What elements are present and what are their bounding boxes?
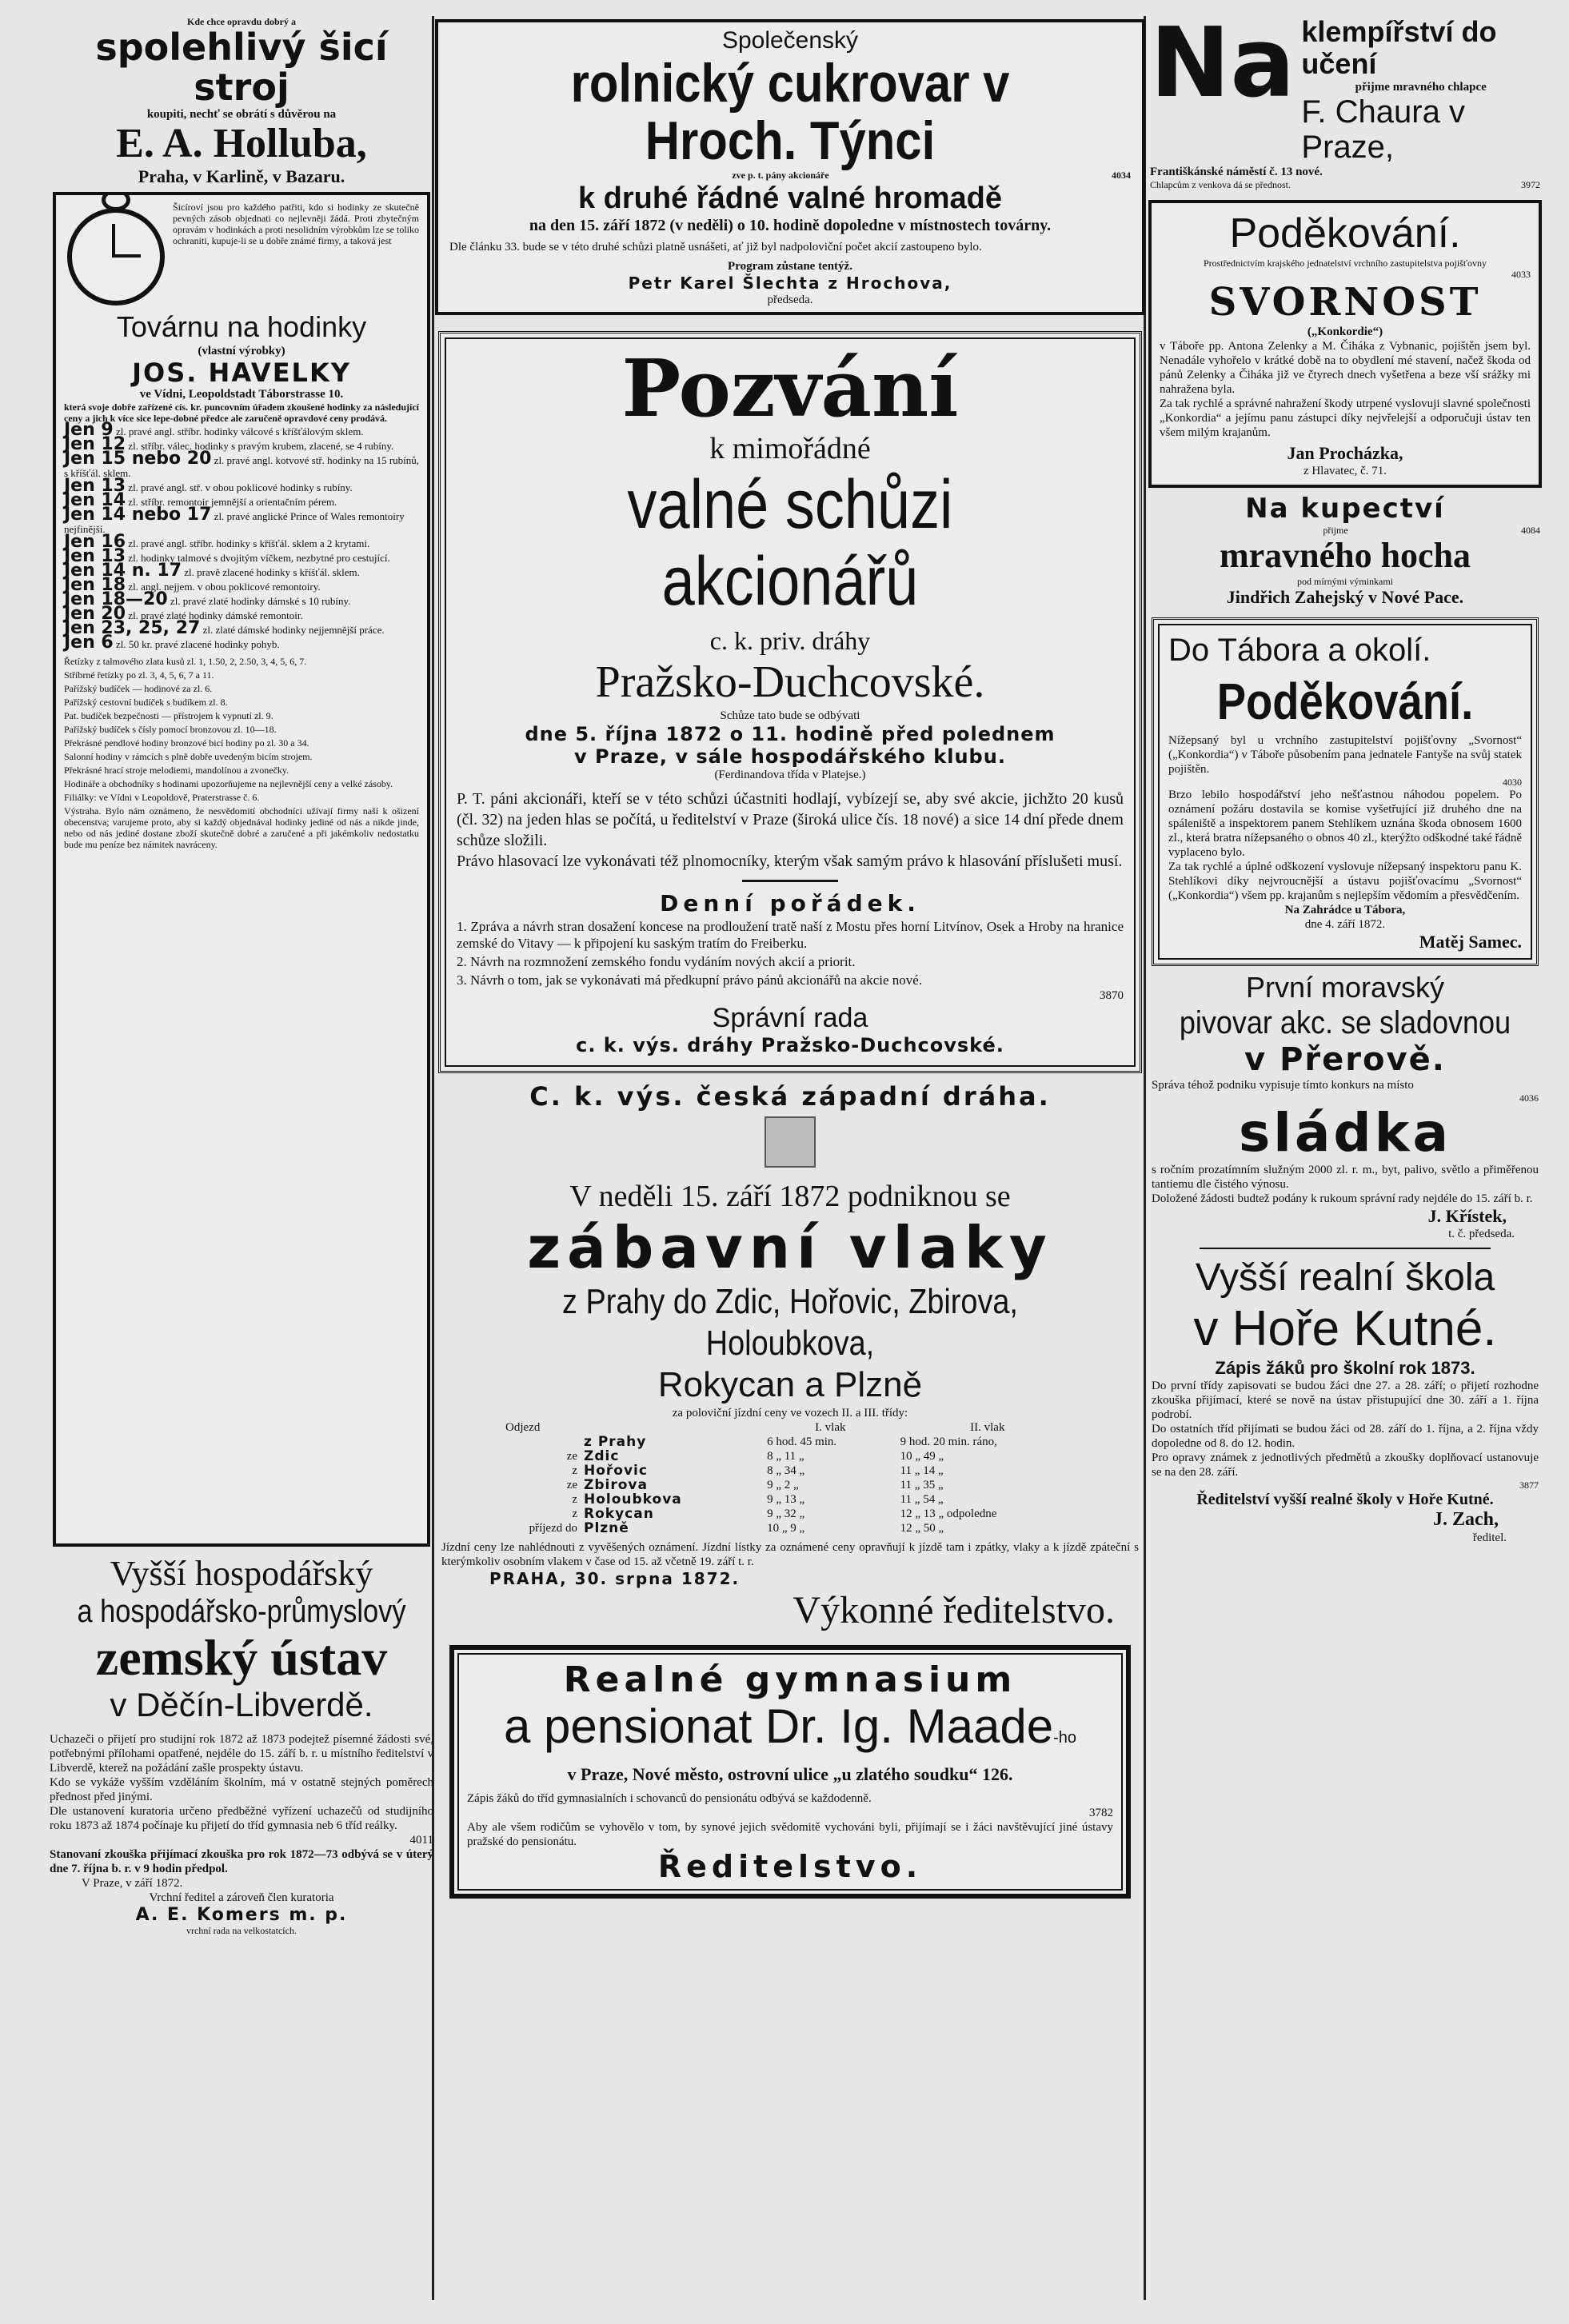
ad-route2: Rokycan a Plzně — [657, 1365, 923, 1404]
ad-place: Praha, v Karlině, v Bazaru. — [138, 166, 345, 186]
price-label: Jen 18—20 — [64, 589, 168, 609]
timetable-time: 11 „ 14 „ — [900, 1464, 944, 1477]
goods-item: Hodináře a obchodníky s hodinami upozorňujeme na nejlevnější ceny a velké zásoby. — [64, 778, 393, 789]
price-text: zl. hodinky talmové s dvojitým víčkem, nezbytné pro cestující. — [128, 552, 390, 564]
price-label: Jen 14 nebo 17 — [64, 505, 212, 525]
ad-note: Schůze tato bude se odbývati — [720, 709, 860, 722]
ad-addr: ve Vídni, Leopoldstadt Táborstrasse 10. — [139, 388, 344, 401]
timetable — [502, 1420, 1078, 1535]
ad-name: a pensionat Dr. Ig. Maade — [503, 1699, 1054, 1753]
timetable-time: 9 „ 2 „ — [767, 1479, 799, 1491]
timetable-time: 12 „ 13 „ odpoledne — [900, 1507, 997, 1520]
ad-name: JOS. HAVELKY — [132, 357, 351, 388]
ad-kupectvi — [1145, 493, 1545, 608]
ad-body: v Táboře pp. Antona Zelenky a M. Čiháka z Vybnanic, pojištěn jsem byl. Nenadále vyhořelo v krátké době na to obydlení mé stavení, načež škoda od pánů Zelenky a Čiháka již ve čtyrech dnech vyšetřena a beze vší srážky mi nahražena byla. — [1160, 340, 1531, 396]
ad-body: s ročním prozatímním služným 2000 zl. r. m., byt, palivo, světlo a přiměřenou tantiemu dle čistého výnosu. — [1152, 1164, 1539, 1191]
goods-item: Pat. budíček bezpečnosti — přístrojem k vypnutí zl. 9. — [64, 710, 273, 721]
price-text: zl. stříbr. remontoir jemnější a orientačním pérem. — [128, 496, 337, 508]
price-label: Jen 13 — [64, 546, 126, 566]
ad-num: 3972 — [1521, 179, 1540, 190]
ad-num: 4033 — [1511, 269, 1531, 280]
ad-body: Kdo se vykáže vyšším vzděláním školním, má v ostatně stejných poměrech přednost před jinými. — [50, 1776, 433, 1803]
ad-rail: C. k. výs. česká západní dráha. — [529, 1081, 1051, 1112]
ad-title: Poděkování. — [1216, 673, 1474, 730]
ad-h3: zemský ústav — [95, 1629, 388, 1686]
ad-kicker: Na kupectví — [1245, 493, 1445, 525]
ad-sig-post: vrchní rada na velkostatcích. — [186, 1925, 297, 1936]
ad-signature: Výkonné ředitelstvo. — [792, 1589, 1115, 1631]
ad-body: Stanovaní zkouška přijímací zkouška pro rok 1872—73 odbývá se v úterý dne 7. října b. r. v 9 hodin předpol. — [50, 1848, 433, 1875]
price-label: Jen 14 n. 17 — [64, 561, 182, 581]
ad-headline: spolehlivý šicí stroj — [95, 26, 388, 109]
ad-body: Pro opravy známek z jednotlivých předmětů a zkoušky doplňovací ustanovuje se na den 28. září. — [1152, 1452, 1539, 1479]
timetable-time: 9 „ 32 „ — [767, 1507, 805, 1520]
ad-sub: přijme mravného chlapce — [1355, 81, 1487, 94]
price-row — [64, 633, 419, 653]
ad-body: Nížepsaný byl u vrchního zastupitelství pojišťovny „Svornost“ („Konkordia“) v Táboře působením pana jednatele Fantyše na svůj statek pojištěn. — [1168, 734, 1522, 776]
goods-item: Překrásné pendlové hodiny bronzové bicí hodiny po zl. 30 a 34. — [64, 737, 309, 749]
ad-brand: SVORNOST — [1208, 280, 1482, 325]
ad-title: Pozvání — [621, 343, 959, 435]
ad-date: na den 15. září 1872 (v neděli) o 10. hodině dopoledne v místnostech továrny. — [529, 217, 1052, 234]
ad-date: dne 4. září 1872. — [1304, 918, 1386, 931]
ad-title: sládka — [1238, 1102, 1452, 1164]
ad-p2: Právo hlasovací lze vykonávati též plnomocníky, kterým však samým právo k hlasování příslušeti musí. — [457, 853, 1123, 870]
ad-place: z Hlavatec, č. 71. — [1303, 465, 1387, 477]
ad-date: V Praze, v září 1872. — [82, 1877, 183, 1890]
ad-fare: za poloviční jízdní ceny ve vozech II. a III. třídy: — [672, 1407, 908, 1420]
ad-podekovani-1 — [1148, 200, 1542, 488]
price-text: zl. pravé anglické Prince of Wales remontoiry nejfinější. — [64, 510, 405, 535]
ad-role: předseda. — [767, 293, 813, 306]
ad-body: Doložené žádosti budtež podány k rukoum správní rady nejdéle do 15. září b. r. — [1152, 1192, 1533, 1205]
ad-body: Za tak rychlé a správné nahražení škody utrpené vyslovuji slavné společnosti „Konkordia“ a jejímu panu zástupci díky nejvřelejší a odporučuji ústav ten všem milým krajanům. — [1160, 397, 1531, 439]
ad-suffix: -ho — [1053, 1729, 1076, 1747]
ad-date: PRAHA, 30. srpna 1872. — [489, 1569, 741, 1588]
ad-title: Realné gymnasium — [563, 1659, 1017, 1700]
price-text: zl. pravé angl. stříbr. hodinky s kříšťál. sklem a 2 krytami. — [128, 537, 370, 549]
timetable-prep — [502, 1435, 581, 1449]
ad-headline: klempířství do učení — [1301, 16, 1497, 80]
timetable-stop: Zdic — [584, 1448, 620, 1464]
price-text: zl. angl. nejjem. v obou poklicové remontoiry. — [128, 581, 321, 593]
price-text: zl. pravé zlaté hodinky dámské s 10 rubíny. — [170, 595, 351, 607]
timetable-time: 11 „ 54 „ — [900, 1493, 944, 1506]
timetable-time: 6 hod. 45 min. — [767, 1436, 837, 1448]
ad-headline: rolnický cukrovar v Hroch. Týnci — [570, 53, 1010, 171]
ad-h1: Vyšší hospodářský — [110, 1554, 373, 1593]
price-label: Jen 14 — [64, 490, 126, 510]
timetable-stop: Zbirova — [584, 1477, 648, 1493]
ad-holluba — [50, 16, 433, 187]
goods-item: Pařížský budíček s čísly pomocí bronzovou zl. 10—18. — [64, 724, 277, 735]
timetable-prep: příjezd do — [529, 1522, 577, 1535]
ad-desc: která svoje dobře zařízené cís. kr. puncovním úřadem zkoušené hodinky za následující ceny a jich k více sice lepe-dobné předce ale zaručeně opravdové ceny prodává. — [64, 401, 419, 424]
ad-num: 4084 — [1520, 525, 1540, 536]
ad-signature: Matěj Samec. — [1419, 932, 1522, 952]
ad-kicker: Do Tábora a okolí. — [1168, 633, 1431, 668]
ad-route1: z Prahy do Zdic, Hořovic, Zbirova, Holoubkova, — [562, 1282, 1018, 1363]
ad-libverda — [50, 1555, 433, 1936]
ad-role: ředitel. — [1472, 1531, 1507, 1544]
timetable-row — [502, 1449, 1078, 1463]
ad-pivovar — [1145, 971, 1545, 1249]
ad-sub: valné schůzi akcionářů — [627, 466, 953, 620]
ad-sig1: Správní rada — [712, 1003, 868, 1033]
ad-h1: Vyšší realní škola — [1195, 1256, 1495, 1299]
ad-addr: Františkánské náměstí č. 13 nové. — [1150, 166, 1323, 178]
ad-body: Dle ustanovení kuratoria určeno předběžné vyřízení uchazečů od studijního roku 1873 až 1874 počínaje ku přijetí do tříd gymnasia neb 6 tříd reálky. — [50, 1805, 433, 1832]
price-text: zl. pravé angl. stříbr. hodinky válcové s kříšťálovým sklem. — [116, 425, 364, 437]
ad-sub: Prostřednictvím krajského jednatelství vrchního zastupitelstva pojišťovny — [1203, 258, 1487, 269]
ad-body: Za tak rychlé a úplné odškození vyslovuje nížepsaný inspektoru panu K. Stehlíkovi díky nejvroucnější a ústavu pojišťovacímu „Svornost“ („Konkordia“) všem pp. krajanům s nejlepším vědomím a přesvědčením. — [1168, 861, 1522, 902]
price-text: zl. stříbr. válec. hodinky s pravým krubem, zlacené, se 4 rubíny. — [128, 440, 394, 452]
ad-signature: Jan Procházka, — [1287, 443, 1403, 463]
timetable-row — [502, 1435, 1078, 1449]
timetable-time: 9 „ 13 „ — [767, 1493, 805, 1506]
ad-sub: koupiti, nechť se obrátí s důvěrou na — [146, 108, 337, 121]
ad-sub: zve p. t. pány akcionáře — [732, 170, 829, 181]
ad-h2: v Hoře Kutné. — [1193, 1301, 1497, 1356]
timetable-prep: ze — [566, 1450, 577, 1463]
ad-sig2: c. k. výs. dráhy Pražsko-Duchcovské. — [576, 1034, 1004, 1056]
ad-title: k druhé řádné valné hromadě — [577, 182, 1003, 215]
ad-signature: A. E. Komers m. p. — [135, 1905, 348, 1925]
column-right — [1145, 16, 1545, 2300]
price-text: zl. pravé zlaté hodinky dámské remontoir. — [128, 609, 303, 621]
timetable-stop: Hořovic — [584, 1463, 648, 1479]
ad-havelka — [53, 192, 430, 1547]
agenda-list — [457, 918, 1124, 988]
ad-k: k mimořádné — [709, 432, 871, 465]
ad-name: Jindřich Zahejský v Nové Pace. — [1226, 587, 1464, 607]
ad-sig-pre: Vrchní ředitel a zároveň člen kuratoria — [149, 1891, 334, 1904]
ad-ck: c. k. priv. dráhy — [709, 626, 871, 655]
ad-note: Program zůstane tentýž. — [728, 260, 852, 273]
price-label: Jen 13 — [64, 476, 126, 496]
timetable-header: I. vlak — [815, 1421, 846, 1434]
ad-addr: (Ferdinandova třída v Platejse.) — [714, 769, 866, 781]
ad-text: Aby ale všem rodičům se vyhovělo v tom, by synové jejich svědomitě vychováni byli, přijímají se i žáci navštěvující jiné ústavy pražské do pensionátu. — [467, 1821, 1113, 1848]
ad-vlaky — [430, 1081, 1150, 1632]
price-row — [64, 618, 419, 638]
timetable-time: 10 „ 9 „ — [767, 1522, 805, 1535]
ad-num: 3870 — [1100, 989, 1124, 1002]
ad-sub: Správa téhož podniku vypisuje tímto konkurs na místo — [1152, 1079, 1414, 1092]
price-text: zl. pravě zlacené hodinky s kříšťál. sklem. — [184, 566, 360, 578]
ad-kicker: Společenský — [721, 27, 859, 54]
ad-note: pod mírnými výminkami — [1297, 576, 1393, 587]
price-list — [64, 420, 420, 653]
ad-text: Dle článku 33. bude se v této druhé schůzi platně usnášeti, ať již byl nadpoloviční počet akcií zastoupeno bylo. — [449, 241, 982, 254]
ad-signature: J. Zach, — [1432, 1509, 1499, 1530]
timetable-header: Odjezd — [505, 1421, 541, 1434]
ad-body: Brzo lebilo hospodářství jeho nešťastnou náhodou popelem. Po oznámení požáru dostavila se komise vyšetřující již druhého dne na spáleniště a inspektorem panem Stehlíkem uznána škoda obnosem 1600 zl., která bratra nížepsaného o obnos 40 zl., kterýžto odškodné také řádně vyplaceno bylo. — [1168, 789, 1522, 859]
timetable-time: 8 „ 11 „ — [767, 1450, 804, 1463]
ad-intro: Šicíroví jsou pro každého patřiti, kdo si hodinky ze skutečně pevných zásob objednati co nejlevněji žádá. Proti zbytečným opravám v hodinkách a proti nesolidním výrobkům lze se toliko ochraniti, kupuje-li se u dobře známé firmy, a taková jest — [173, 202, 419, 246]
price-label: Jen 15 nebo 20 — [64, 449, 212, 469]
price-label: Jen 20 — [64, 604, 126, 624]
price-label: Jen 16 — [64, 532, 126, 552]
timetable-prep: z — [572, 1464, 577, 1477]
ad-note: Chlapcům z venkova dá se přednost. — [1150, 179, 1291, 190]
ad-signature: J. Křístek, — [1427, 1206, 1507, 1226]
ad-klempir — [1145, 16, 1545, 190]
timetable-prep: z — [572, 1507, 577, 1520]
price-text: zl. 50 kr. pravé zlacené hodinky pohyb. — [116, 638, 280, 650]
agenda-item: 1. Zpráva a návrh stran dosažení koncese na prodloužení tratě naší z Mostu přes horní Litvínov, Osek a Hroby na hranice zemské do Vitavy — k připojení ku saským tratím do Freiberku. — [457, 919, 1124, 951]
ad-title: Továrnu na hodinky — [116, 310, 367, 343]
ad-program: Denní pořádek. — [660, 890, 920, 916]
ad-where: v Praze, v sále hospodářského klubu. — [574, 745, 1006, 768]
goods-item: Pařížský cestovní budíček s budíkem zl. 8. — [64, 697, 228, 708]
timetable-time: 11 „ 35 „ — [900, 1479, 944, 1491]
ad-num: 3877 — [1519, 1479, 1539, 1491]
price-label: Jen 12 — [64, 434, 126, 454]
ad-own: (vlastní výrobky) — [198, 345, 285, 357]
ad-p1: P. T. páni akcionáři, kteří se v této schůzi účastniti hodlají, vybízejí se, aby své akcie, jichžto 20 kusů (čl. 32) na jeden hlas se počítá, u ředitelství v Praze (široká ulice čís. 18 nové) a sice 14 dní přede dnem schůze složili. — [457, 790, 1124, 849]
ad-intro: V neděli 15. září 1872 podniknou se — [569, 1180, 1011, 1213]
ad-h2: pivovar akc. se sladovnou — [1179, 1005, 1511, 1040]
ad-pozvani — [438, 331, 1142, 1073]
railway-emblem-icon — [765, 1116, 816, 1168]
timetable-time: 10 „ 49 „ — [900, 1450, 944, 1463]
ad-signature: Petr Karel Šlechta z Hrochova, — [628, 274, 952, 293]
column-center — [430, 16, 1150, 2300]
ad-place: Na Zahrádce u Tábora, — [1284, 904, 1406, 916]
goods-item: Překrásné hrací stroje melodiemi, mandolínou a zvonečky. — [64, 765, 289, 776]
ad-when: dne 5. října 1872 o 11. hodině před polednem — [525, 723, 1056, 745]
price-text: zl. zlaté dámské hodinky nejjemnější práce. — [202, 624, 385, 636]
timetable-stop: Plzně — [584, 1520, 629, 1536]
ad-body: Do ostatních tříd přijímati se budou žáci od 28. září do 1. října, a 2. října vždy dopoledne od 8. do 12. hodin. — [1152, 1423, 1539, 1450]
timetable-stop: Holoubkova — [584, 1491, 682, 1507]
price-text: zl. pravé angl. stř. v obou poklicové hodinky s rubíny. — [128, 481, 353, 493]
column-left — [50, 16, 433, 2300]
ad-h4: v Děčín-Libverdě. — [110, 1686, 373, 1723]
timetable-row — [502, 1521, 1078, 1535]
price-label: Jen 6 — [64, 633, 114, 653]
ad-maade — [449, 1645, 1131, 1899]
ad-num: 4011 — [409, 1834, 433, 1847]
timetable-prep: z — [572, 1493, 577, 1506]
timetable-row — [502, 1507, 1078, 1521]
goods-item: Filiálky: ve Vídni v Leopoldově, Praterstrasse č. 6. — [64, 792, 260, 803]
ad-num: 4030 — [1503, 777, 1522, 788]
ad-text: Zápis žáků do tříd gymnasialních i schovanců do pensionátu odbývá se každodenně. — [467, 1792, 872, 1805]
ad-num: 4036 — [1519, 1092, 1539, 1104]
ad-num: 3782 — [1089, 1807, 1113, 1819]
ad-name: Pražsko-Duchcovské. — [595, 657, 985, 707]
goods-list — [64, 656, 419, 850]
goods-item: Výstraha. Bylo nám oznámeno, že nesvědomití obchodníci užívají firmy naší k ošizení obecenstva; varujeme proto, aby si každý objednával hodinky jediné od nás a nikde jinde, nebo od nás jediné dostane zboží skutečně dobré a zaručené a při jakémkoliv nedostatku bude mu peníze bez námitek navráceny. — [64, 805, 419, 850]
price-label: Jen 23, 25, 27 — [64, 618, 201, 638]
timetable-time: 8 „ 34 „ — [767, 1464, 805, 1477]
timetable-row — [502, 1478, 1078, 1492]
timetable-stop: Rokycan — [584, 1506, 654, 1522]
ad-name: F. Chaura v Praze, — [1301, 94, 1465, 165]
ad-addr: v Praze, Nové město, ostrovní ulice „u zlatého soudku“ 126. — [567, 1764, 1013, 1784]
ad-signature: Ředitelstvo. — [657, 1849, 923, 1884]
ad-h3: v Přerově. — [1244, 1041, 1446, 1078]
ad-title: zábavní vlaky — [527, 1214, 1053, 1281]
goods-item: Pařížský budíček — hodinové za zl. 6. — [64, 683, 213, 694]
timetable-time: 9 hod. 20 min. ráno, — [900, 1436, 997, 1448]
ad-sig-pre: Ředitelství vyšší realné školy v Hoře Kutné. — [1196, 1491, 1494, 1508]
goods-item: Stříbrné řetízky po zl. 3, 4, 5, 6, 7 a 11. — [64, 669, 214, 681]
ad-body: Do první třídy zapisovati se budou žáci dne 27. a 28. září; o přijetí rozhodne zkouška přijímací, které se nově na ústav přistupující dne 30. září a 1. října podrobí. — [1152, 1380, 1539, 1421]
ad-title: mravného hocha — [1219, 536, 1471, 575]
ad-kicker: Kde chce opravdu dobrý a — [186, 16, 296, 27]
ad-brand-sub: („Konkordie“) — [1307, 325, 1383, 338]
ad-h1: První moravský — [1245, 971, 1445, 1004]
goods-item: Salonní hodiny v rámcích s plně dobře uvedeným bicím strojem. — [64, 751, 313, 762]
timetable-row — [502, 1492, 1078, 1507]
clock-icon — [67, 208, 165, 305]
ad-h2: a hospodářsko-průmyslový — [77, 1594, 406, 1629]
timetable-stop: z Prahy — [584, 1434, 647, 1450]
goods-item: Řetízky z talmového zlata kusů zl. 1, 1.50, 2, 2.50, 3, 4, 5, 6, 7. — [64, 656, 307, 667]
ad-sub: přijme — [1323, 525, 1348, 536]
timetable-prep: ze — [566, 1479, 577, 1491]
timetable-row — [502, 1463, 1078, 1478]
agenda-item: 2. Návrh na rozmnožení zemského fondu vydáním nových akcií a priorit. — [457, 954, 856, 969]
ad-note: Jízdní ceny lze nahlédnouti z vyvěšených oznámení. Jízdní lístky za oznámené ceny opravňují k jízdě tam i zpátky, vlaky a k jízdě zpáteční s kterýmkoliv osobním vlakem v čase od 15. až včetně 19. září t. r. — [441, 1541, 1139, 1568]
ad-title: Poděkování. — [1229, 210, 1461, 257]
ad-sub: Zápis žáků pro školní rok 1873. — [1215, 1358, 1475, 1378]
price-label: Jen 9 — [64, 420, 114, 440]
ad-cukrovar — [435, 19, 1145, 315]
ad-name: E. A. Holluba, — [116, 121, 367, 166]
price-text: zl. pravé angl. kotvové stř. hodinky na 15 rubínů, s kříšťál. sklem. — [64, 454, 420, 479]
timetable-time: 12 „ 50 „ — [900, 1522, 944, 1535]
timetable-header: II. vlak — [970, 1421, 1005, 1434]
ad-kicker: Na — [1150, 16, 1296, 119]
ad-body: Uchazeči o přijetí pro studijní rok 1872 až 1873 podejtež písemné žádosti své, potřebnými přílohami opatřené, nejdéle do 15. září b. r. u místního ředitelství v Libverdě, kterež na požádání zašle prospekty ústavu. — [50, 1733, 433, 1775]
ad-num: 4034 — [1112, 170, 1131, 181]
ad-kutna — [1145, 1256, 1545, 1545]
ad-podekovani-2 — [1152, 617, 1539, 966]
price-label: Jen 18 — [64, 575, 126, 595]
ad-role: t. č. předseda. — [1448, 1228, 1515, 1240]
agenda-item: 3. Návrh o tom, jak se vykonávati má předkupní právo pánů akcionářů na akcie nové. — [457, 972, 923, 988]
